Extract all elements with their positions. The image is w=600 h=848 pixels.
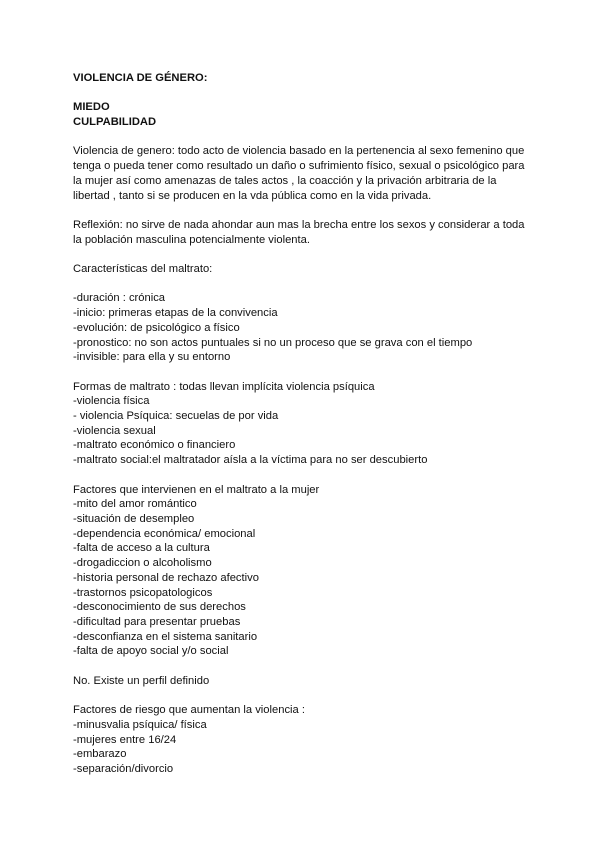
risk-factors-list <box>73 718 533 777</box>
forms-heading: Formas de maltrato : todas llevan implícita violencia psíquica <box>73 380 375 393</box>
characteristics-list <box>73 291 533 365</box>
spacer <box>73 130 533 145</box>
list-item: -pronostico: no son actos puntuales si no un proceso que se grava con el tiempo <box>73 336 473 349</box>
list-item: -mito del amor romántico <box>73 498 197 511</box>
list-item: -invisible: para ella y su entorno <box>73 351 231 364</box>
spacer <box>73 247 533 262</box>
profile-note: No. Existe un perfil definido <box>73 674 210 687</box>
factors-list <box>73 497 533 659</box>
list-item: -desconfianza en el sistema sanitario <box>73 630 258 643</box>
subtitle-guilt: CULPABILIDAD <box>73 116 157 129</box>
list-item: -falta de apoyo social y/o social <box>73 645 229 658</box>
spacer <box>73 277 533 292</box>
document-body <box>73 71 533 777</box>
list-item: -violencia física <box>73 395 150 408</box>
spacer <box>73 203 533 218</box>
reflection-paragraph: Reflexión: no sirve de nada ahondar aun mas la brecha entre los sexos y considerar a toda la población masculina potencialmente violenta. <box>73 218 525 246</box>
list-item: -historia personal de rechazo afectivo <box>73 571 259 584</box>
document-title: VIOLENCIA DE GÉNERO: <box>73 72 208 84</box>
spacer <box>73 365 533 380</box>
list-item: -falta de acceso a la cultura <box>73 542 210 555</box>
characteristics-heading: Características del maltrato: <box>73 263 213 276</box>
list-item: -embarazo <box>73 748 127 761</box>
forms-list <box>73 394 533 468</box>
list-item: -desconocimiento de sus derechos <box>73 601 246 614</box>
list-item: -inicio: primeras etapas de la convivencia <box>73 307 278 320</box>
list-item: -dependencia económica/ emocional <box>73 527 256 540</box>
list-item: -evolución: de psicológico a físico <box>73 321 240 334</box>
list-item: -duración : crónica <box>73 292 166 305</box>
list-item: -trastornos psicopatologicos <box>73 586 213 599</box>
list-item: - violencia Psíquica: secuelas de por vida <box>73 410 279 423</box>
spacer <box>73 688 533 703</box>
risk-heading: Factores de riesgo que aumentan la violencia : <box>73 704 305 717</box>
spacer <box>73 86 533 101</box>
list-item: -minusvalia psíquica/ física <box>73 718 207 731</box>
spacer <box>73 468 533 483</box>
list-item: -drogadiccion o alcoholismo <box>73 557 212 570</box>
list-item: -maltrato social:el maltratador aísla a la víctima para no ser descubierto <box>73 454 428 467</box>
definition-paragraph: Violencia de genero: todo acto de violencia basado en la pertenencia al sexo femenino que tenga o pueda tener como resultado un daño o sufrimiento físico, sexual o psicológico para la mujer así como amenazas de tales actos , la coacción y la privación arbitraria de la libertad , tanto si se producen en la vda pública como en la vida privada. <box>73 145 525 202</box>
list-item: -dificultad para presentar pruebas <box>73 615 241 628</box>
list-item: -violencia sexual <box>73 424 156 437</box>
list-item: -mujeres entre 16/24 <box>73 733 177 746</box>
spacer <box>73 659 533 674</box>
factors-heading: Factores que intervienen en el maltrato a la mujer <box>73 483 320 496</box>
list-item: -situación de desempleo <box>73 512 195 525</box>
subtitle-fear: MIEDO <box>73 101 110 114</box>
list-item: -separación/divorcio <box>73 762 174 775</box>
list-item: -maltrato económico o financiero <box>73 439 236 452</box>
